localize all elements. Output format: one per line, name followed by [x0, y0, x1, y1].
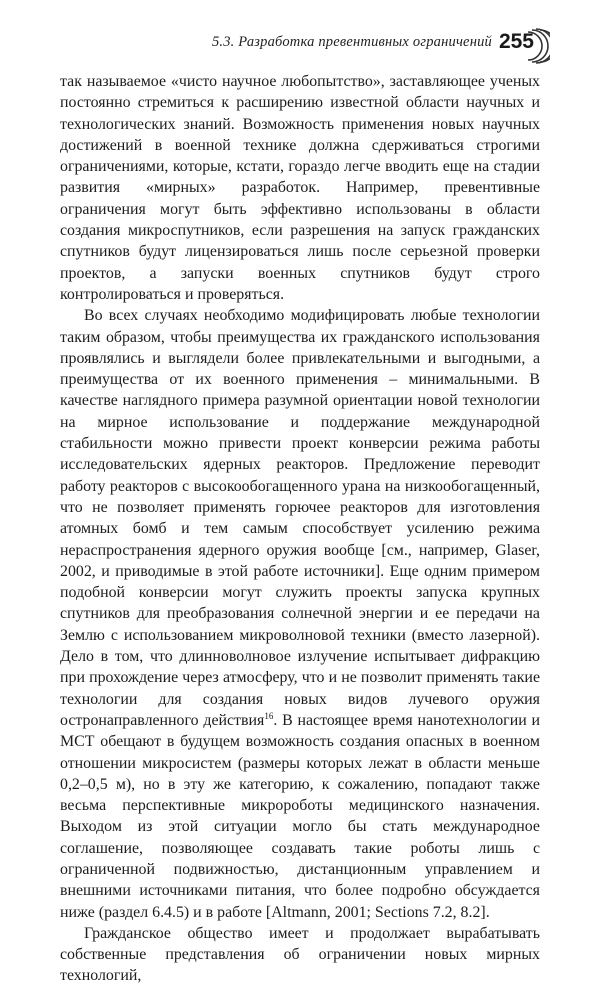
page-number-ornament-icon: [524, 28, 550, 64]
paragraph-2-text: Во всех случаях необходимо модифицировать любые технологии таким образом, чтобы преимущества их гражданского использования проявлялись и выглядели более привлекательными и выгодными, а преимущества от их военного применения – минимальными. В качестве наглядного примера разумной ориентации новой технологии на мирное использование и поддержание международной стабильности можно привести проект конверсии режима работы исследовательских ядерных реакторов. Предложение переводит работу реакторов с высокообогащенного урана на низкообогащенный, что не позволяет применять горючее реакторов для изготовления атомных бомб и тем самым способствует усилению режима нераспространения ядерного оружия вообще [см., например, Glaser, 2002, и приводимые в этой работе источники]. Еще одним примером подобной конверсии могут служить проекты запуска крупных спутников для преобразования солнечной энергии и ее передачи на Землю с использованием микроволновой техники (вместо лазерной). Дело в том, что длинноволновое излучение испытывает дифракцию при прохождение через атмосферу, что и не позволит применять такие технологии для создания новых видов лучевого оружия остронаправленного действия: [60, 307, 540, 729]
footnote-ref-16: 16: [264, 710, 274, 721]
running-header: [178, 28, 550, 68]
paragraph-2-continuation: . В настоящее время нанотехнологии и МСТ обещают в будущем возможность создания опасных в военном отношении микросистем (размеры которых лежат в области меньше 0,2–0,5 м), но в эту же категорию, к сожалению, попадают также весьма перспективные микророботы медицинского назначения. Выходом из этой ситуации могло бы стать международное соглашение, позволяющее создавать такие роботы лишь с ограниченной подвижностью, дистанционным управлением и внешними источниками питания, что более подробно обсуждается ниже (раздел 6.4.5) и в работе [Altmann, 2001; Sections 7.2, 8.2].: [60, 711, 540, 921]
paragraph-2: [60, 305, 540, 923]
main-text: [60, 71, 540, 987]
section-title: 5.3. Разработка превентивных ограничений: [211, 34, 492, 50]
page-number: 255: [498, 30, 534, 53]
paragraph-1: так называемое «чисто научное любопытство», заставляющее ученых постоянно стремиться к расширению известной области научных и технологических знаний. Возможность применения новых научных достижений в военной технике должна сдерживаться строгими ограничениями, которые, кстати, гораздо легче вводить еще на стадии развития «мирных» разработок. Например, превентивные ограничения могут быть эффективно использованы в области создания микроспутников, если разрешения на запуск гражданских спутников будут лицензироваться лишь после серьезной проверки проектов, а запуски военных спутников будут строго контролироваться и проверяться.: [60, 73, 540, 303]
paragraph-3: Гражданское общество имеет и продолжает вырабатывать собственные представления об ограничении новых мирных технологий,: [60, 924, 540, 985]
